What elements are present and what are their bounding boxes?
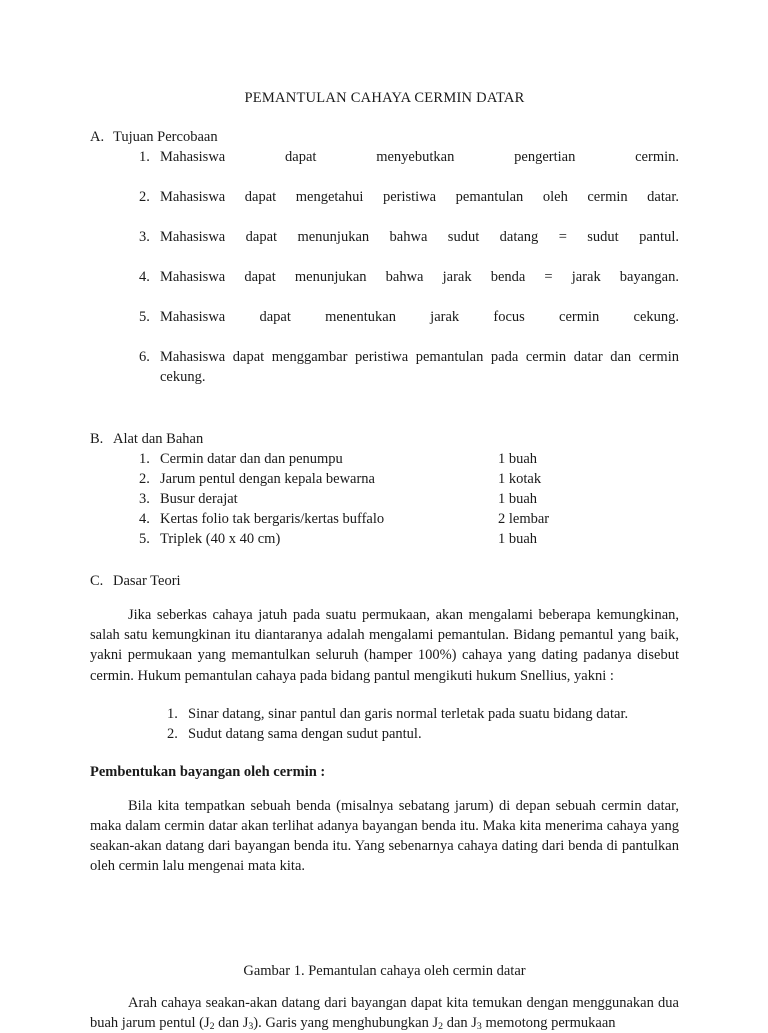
tujuan-list — [90, 147, 679, 407]
list-item-number: 2. — [139, 471, 150, 487]
list-item — [139, 267, 679, 307]
list-item-number: 6. — [139, 349, 150, 365]
section-b-title: Alat dan Bahan — [113, 431, 204, 447]
list-item — [139, 147, 679, 187]
section-a-title: Tujuan Percobaan — [113, 129, 218, 145]
jarum-subscript-2a: 2 — [209, 1020, 215, 1032]
list-item-number: 4. — [139, 511, 150, 527]
alat-dan-bahan-list — [90, 449, 679, 549]
paragraph-3-text-part-4: dan J — [443, 1014, 477, 1031]
list-item-number: 5. — [139, 531, 150, 547]
jarum-subscript-2b: 2 — [438, 1020, 444, 1032]
list-item-number: 4. — [139, 269, 150, 285]
section-b-heading — [90, 429, 679, 449]
dasar-teori-paragraph-2: Bila kita tempatkan sebuah benda (misalnya sebatang jarum) di depan sebuah cermin datar, maka dalam cermin datar akan terlihat adanya bayangan benda itu. Maka kita menerima cahaya yang seakan-akan datang dari bayangan benda itu. Yang sebenarnya cahaya dating dari benda di pantulkan oleh cermin lalu mengenai mata kita. — [90, 797, 679, 875]
list-item-label: Sudut datang sama dengan sudut pantul. — [188, 725, 422, 742]
material-name: Cermin datar dan dan penumpu — [160, 451, 343, 467]
figure-1-image-placeholder — [90, 877, 679, 961]
list-item-label: Mahasiswa dapat menentukan jarak focus cermin cekung. — [160, 309, 679, 325]
section-alat-dan-bahan — [90, 429, 679, 549]
pembentukan-bayangan-subheading: Pembentukan bayangan oleh cermin : — [90, 763, 326, 780]
paragraph-3-text-part-2: dan J — [214, 1014, 249, 1031]
section-c-letter: C. — [90, 573, 104, 589]
section-dasar-teori — [90, 571, 679, 1033]
material-quantity: 1 buah — [498, 451, 538, 467]
list-item-label: Mahasiswa dapat mengetahui peristiwa pemantulan oleh cermin datar. — [160, 189, 679, 205]
list-item-number: 5. — [139, 309, 150, 325]
list-item — [139, 347, 679, 407]
dasar-teori-paragraph-1: Jika seberkas cahaya jatuh pada suatu permukaan, akan mengalami beberapa kemungkinan, salah satu kemungkinan itu diantaranya adalah mengalami pemantulan. Bidang pemantul yang baik, yakni permukaan yang memantulkan seluruh (hamper 100%) cahaya yang dating padanya disebut cermin. Hukum pemantulan cahaya pada bidang pantul mengikuti hukum Snellius, yakni : — [90, 607, 679, 684]
list-item-number: 3. — [139, 229, 150, 245]
list-item-number: 1. — [139, 149, 150, 165]
table-row — [139, 509, 679, 529]
list-item — [167, 704, 679, 724]
figure-1-caption: Gambar 1. Pemantulan cahaya oleh cermin datar — [243, 962, 526, 979]
section-a-letter: A. — [90, 129, 105, 145]
material-quantity: 1 buah — [498, 531, 538, 547]
table-row — [139, 449, 679, 469]
list-item — [139, 227, 679, 267]
material-name: Triplek (40 x 40 cm) — [160, 531, 281, 547]
paragraph-3-text-part-3: ). Garis yang menghubungkan J — [253, 1014, 439, 1031]
material-name: Kertas folio tak bergaris/kertas buffalo — [160, 511, 385, 527]
paragraph-3-text-part-5: memotong permukaan — [481, 1014, 616, 1031]
list-item-label: Mahasiswa dapat menunjukan bahwa jarak benda = jarak bayangan. — [160, 269, 679, 285]
page-title: PEMANTULAN CAHAYA CERMIN DATAR — [244, 90, 525, 106]
material-quantity: 2 lembar — [498, 511, 550, 527]
section-c-title: Dasar Teori — [113, 573, 181, 589]
jarum-subscript-3b: 3 — [476, 1020, 482, 1032]
list-item — [139, 307, 679, 347]
material-name: Busur derajat — [160, 491, 238, 507]
section-a-heading — [90, 127, 679, 147]
table-row — [139, 489, 679, 509]
material-name: Jarum pentul dengan kepala bewarna — [160, 471, 375, 487]
list-item-number: 2. — [167, 725, 178, 742]
list-item — [167, 724, 679, 744]
list-item-number: 1. — [139, 451, 150, 467]
dasar-teori-paragraph-3 — [90, 993, 679, 1033]
table-row — [139, 469, 679, 489]
list-item-label: Mahasiswa dapat menyebutkan pengertian cermin. — [160, 149, 679, 165]
list-item-label: Sinar datang, sinar pantul dan garis normal terletak pada suatu bidang datar. — [188, 705, 629, 722]
section-c-heading — [90, 571, 679, 591]
list-item — [139, 187, 679, 227]
hukum-snellius-list — [90, 704, 679, 744]
list-item-number: 1. — [167, 705, 178, 722]
section-b-letter: B. — [90, 431, 104, 447]
section-tujuan-percobaan — [90, 127, 679, 407]
table-row — [139, 529, 679, 549]
jarum-subscript-3a: 3 — [248, 1020, 254, 1032]
list-item-number: 3. — [139, 491, 150, 507]
material-quantity: 1 kotak — [498, 471, 542, 487]
list-item-label: Mahasiswa dapat menunjukan bahwa sudut datang = sudut pantul. — [160, 229, 679, 245]
paragraph-3-text-part-1: Arah cahaya seakan-akan datang dari bayangan dapat kita temukan dengan menggunakan dua buah jarum pentul (J — [90, 994, 679, 1031]
material-quantity: 1 buah — [498, 491, 538, 507]
list-item-label: Mahasiswa dapat menggambar peristiwa pemantulan pada cermin datar dan cermin cekung. — [160, 349, 679, 385]
list-item-number: 2. — [139, 189, 150, 205]
